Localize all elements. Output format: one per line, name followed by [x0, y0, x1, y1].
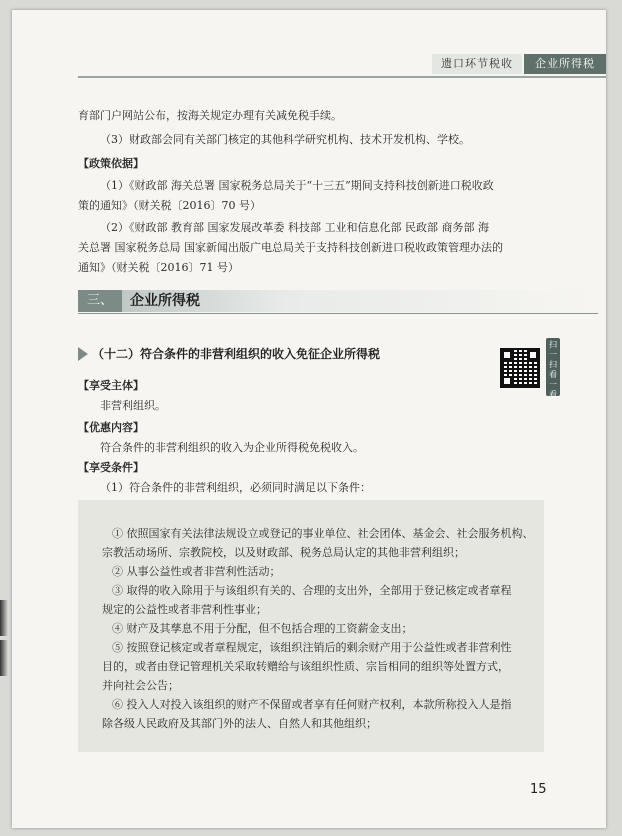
conditions-label: 【享受条件】 — [78, 461, 144, 474]
binding-shadow — [0, 600, 8, 636]
qr-code-icon — [500, 348, 540, 388]
paragraph-line: （3）财政部会同有关部门核定的其他科学研究机构、技术开发机构、学校。 — [100, 133, 470, 146]
binding-shadow — [0, 640, 8, 676]
beneficiary-label: 【享受主体】 — [78, 379, 144, 392]
scan-side-tab: 扫一扫看一看 — [546, 338, 560, 396]
condition-line: 除各级人民政府及其部门外的法人、自然人和其他组织； — [102, 717, 377, 730]
qr-finder — [528, 350, 538, 360]
condition-line: ② 从事公益性或者非营利性活动； — [112, 565, 281, 578]
policy-basis-line: （1）《财政部 海关总署 国家税务总局关于“十三五”期间支持科技创新进口税收政 — [100, 179, 494, 192]
subsection-title: （十二）符合条件的非营利组织的收入免征企业所得税 — [92, 347, 381, 361]
condition-line: 宗教活动场所、宗教院校，以及财政部、税务总局认定的其他非营利组织； — [102, 546, 465, 559]
qr-finder — [502, 350, 512, 360]
condition-line: ③ 取得的收入除用于与该组织有关的、合理的支出外，全部用于登记核定或者章程 — [112, 584, 512, 597]
triangle-bullet-icon — [78, 347, 88, 361]
condition-line: ④ 财产及其孳息不用于分配，但不包括合理的工资薪金支出； — [112, 622, 413, 635]
benefit-label: 【优惠内容】 — [78, 421, 144, 434]
policy-basis-line: （2）《财政部 教育部 国家发展改革委 科技部 工业和信息化部 民政部 商务部 海 — [100, 221, 489, 234]
qr-finder — [502, 376, 512, 386]
condition-line: 目的，或者由登记管理机关采取转赠给与该组织性质、宗旨相同的组织等处置方式， — [102, 660, 509, 673]
condition-line: ⑤ 按照登记核定或者章程规定，该组织注销后的剩余财产用于公益性或者非营利性 — [112, 641, 512, 654]
section-rule — [78, 313, 598, 314]
policy-basis-label: 【政策依据】 — [78, 157, 144, 170]
paragraph-line: 育部门户网站公布，按海关规定办理有关减免税手续。 — [78, 109, 342, 122]
policy-basis-line: 通知》（财关税〔2016〕71 号） — [78, 261, 239, 274]
policy-basis-line: 策的通知》（财关税〔2016〕70 号） — [78, 199, 261, 212]
policy-basis-line: 关总署 国家税务总局 国家新闻出版广电总局关于支持科技创新进口税收政策管理办法的 — [78, 241, 503, 254]
page-number: 15 — [530, 782, 547, 797]
header-rule — [78, 76, 606, 78]
benefit-text: 符合条件的非营利组织的收入为企业所得税免税收入。 — [100, 441, 364, 454]
running-header-section: 企业所得税 — [524, 54, 606, 74]
beneficiary-text: 非营利组织。 — [100, 399, 166, 412]
condition-line: ① 依照国家有关法律法规设立或登记的事业单位、社会团体、基金会、社会服务机构、 — [112, 527, 534, 540]
condition-line: 并向社会公告； — [102, 679, 179, 692]
document-page — [12, 10, 606, 828]
running-header-chapter: 遗口环节税收 — [432, 54, 522, 74]
conditions-intro: （1）符合条件的非营利组织，必须同时满足以下条件： — [100, 481, 371, 494]
condition-line: 规定的公益性或者非营利性事业； — [102, 603, 267, 616]
section-title: 企业所得税 — [130, 293, 200, 309]
section-number: 三、 — [78, 290, 122, 312]
condition-line: ⑥ 投入人对投入该组织的财产不保留或者享有任何财产权利，本款所称投入人是指 — [112, 698, 512, 711]
